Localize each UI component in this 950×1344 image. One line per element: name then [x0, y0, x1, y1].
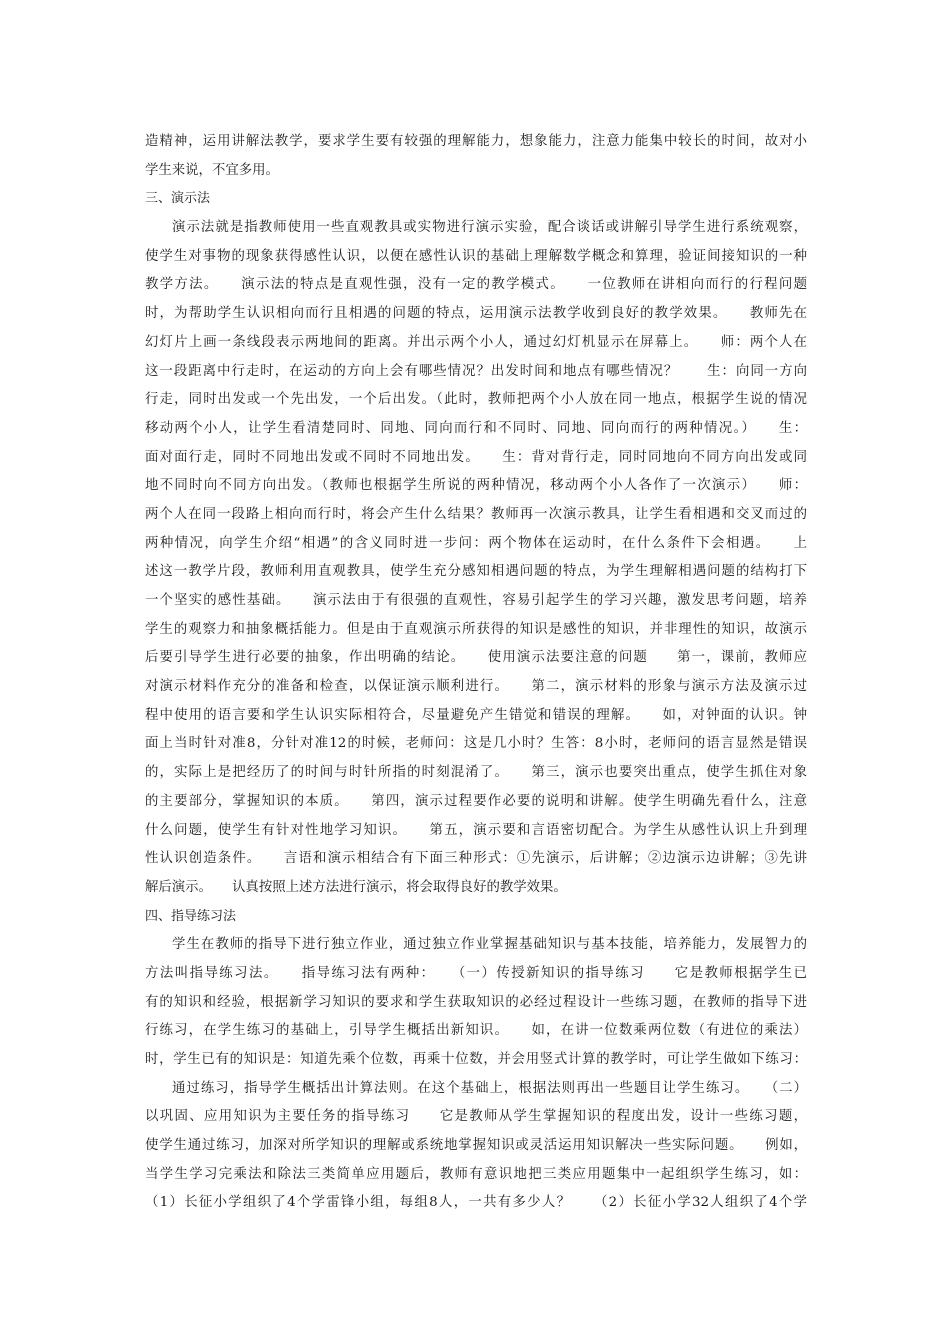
text-line: 对演示材料作充分的准备和检查，以保证演示顺利进行。 第二，演示材料的形象与演示方法及演示过: [145, 679, 807, 695]
text-line: 时，为帮助学生认识相向而行且相遇的问题的特点，运用演示法教学收到良好的教学效果。 教师先在: [145, 306, 807, 322]
text-line: 使学生对事物的现象获得感性认识，以便在感性认识的基础上理解数学概念和算理，验证间接知识的一种: [145, 248, 807, 264]
text-line: 演示法就是指教师使用一些直观教具或实物进行演示实验，配合谈话或讲解引导学生进行系统观察，: [172, 220, 807, 236]
text-line: 这一段距离中行走时，在运动的方向上会有哪些情况？出发时间和地点有哪些情况？ 生：向同一方向: [145, 363, 807, 379]
text-line: 学生在教师的指导下进行独立作业，通过独立作业掌握基础知识与基本技能，培养能力，发展智力的: [172, 937, 807, 953]
text-line: 的，实际上是把经历了的时间与时针所指的时刻混淆了。 第三，演示也要突出重点，使学生抓住对象: [145, 765, 807, 781]
text-line: 时，学生已有的知识是：知道先乘个位数，再乘十位数，并会用竖式计算的教学时，可让学生做如下练习：: [145, 1052, 807, 1067]
text-line: 面对面行走，同时不同地出发或不同时不同地出发。 生：背对背行走，同时同地向不同方向出发或同: [145, 449, 807, 465]
text-line: 行练习，在学生练习的基础上，引导学生概括出新知识。 如，在讲一位数乘两位数（有进位的乘法）: [145, 1023, 807, 1039]
text-line: 通过练习，指导学生概括出计算法则。在这个基础上，根据法则再出一些题目让学生练习。 （二）: [172, 1080, 807, 1096]
text-line: （1）长征小学组织了4个学雷锋小组，每组8人，一共有多少人？ （2）长征小学32人组织了4个学: [145, 1195, 807, 1211]
text-line: 行走，同时出发或一个先出发，一个后出发。（此时，教师把两个小人放在同一地点，根据学生说的情况: [145, 392, 807, 408]
text-line: 地不同时向不同方向出发。（教师也根据学生所说的两种情况，移动两个小人各作了一次演示） 师：: [145, 478, 807, 494]
section-heading: 三、演示法: [145, 191, 211, 207]
text-line: 述这一教学片段，教师利用直观教具，使学生充分感知相遇问题的特点，为学生理解相遇问题的结构打下: [145, 564, 807, 580]
text-line: 什么问题，使学生有针对性地学习知识。 第五，演示要和言语密切配合。为学生从感性认识上升到理: [145, 822, 807, 838]
text-line: 教学方法。 演示法的特点是直观性强，没有一定的教学模式。 一位教师在讲相向而行的行程问题: [145, 277, 807, 293]
text-line: 幻灯片上画一条线段表示两地间的距离。并出示两个小人，通过幻灯机显示在屏幕上。 师：两个人在: [145, 334, 807, 350]
text-line: 程中使用的语言要和学生认识实际相符合，尽量避免产生错觉和错误的理解。 如，对钟面的认识。钟: [145, 707, 807, 723]
text-line: 一个坚实的感性基础。 演示法由于有很强的直观性，容易引起学生的学习兴趣，激发思考问题，培养: [145, 593, 807, 608]
text-line: 学生来说，不宜多用。: [145, 162, 279, 178]
document-body: [145, 128, 807, 1218]
text-line: 两种情况，向学生介绍“相遇”的含义同时进一步问：两个物体在运动时，在什么条件下会相遇。 上: [145, 535, 807, 551]
text-line: 有的知识和经验，根据新学习知识的要求和学生获取知识的必经过程设计一些练习题，在教师的指导下进: [145, 994, 807, 1010]
text-line: 学生的观察力和抽象概括能力。但是由于直观演示所获得的知识是感性的知识，并非理性的知识，故演示: [145, 621, 807, 637]
text-line: 性认识创造条件。 言语和演示相结合有下面三种形式：①先演示，后讲解；②边演示边讲解；③先讲: [145, 851, 807, 867]
text-line: 使学生通过练习，加深对所学知识的理解或系统地掌握知识或灵活运用知识解决一些实际问题。 例如，: [145, 1138, 807, 1154]
text-line: 移动两个小人，让学生看清楚同时、同地、同向而行和不同时、同地、同向而行的两种情况。） 生：: [145, 420, 807, 436]
text-line: 造精神，运用讲解法教学，要求学生要有较强的理解能力，想象能力，注意力能集中较长的时间，故对小: [145, 134, 807, 149]
section-heading: 四、指导练习法: [145, 908, 237, 924]
text-line: 解后演示。 认真按照上述方法进行演示，将会取得良好的教学效果。: [145, 879, 567, 895]
text-line: 两个人在同一段路上相向而行时，将会产生什么结果？教师再一次演示教具，让学生看相遇和交叉而过的: [145, 506, 807, 522]
text-line: 后要引导学生进行必要的抽象，作出明确的结论。 使用演示法要注意的问题 第一，课前，教师应: [145, 650, 807, 666]
text-line: 面上当时针对准8，分针对准12的时候，老师问：这是几小时？生答：8小时，老师问的语言显然是错误: [145, 736, 807, 752]
text-line: 以巩固、应用知识为主要任务的指导练习 它是教师从学生掌握知识的程度出发，设计一些练习题，: [145, 1109, 807, 1125]
text-line: 当学生学习完乘法和除法三类简单应用题后，教师有意识地把三类应用题集中一起组织学生练习，如：: [145, 1166, 807, 1182]
text-line: 方法叫指导练习法。 指导练习法有两种： （一）传授新知识的指导练习 它是教师根据学生已: [145, 965, 807, 981]
text-line: 的主要部分，掌握知识的本质。 第四，演示过程要作必要的说明和讲解。使学生明确先看什么，注意: [145, 793, 807, 809]
